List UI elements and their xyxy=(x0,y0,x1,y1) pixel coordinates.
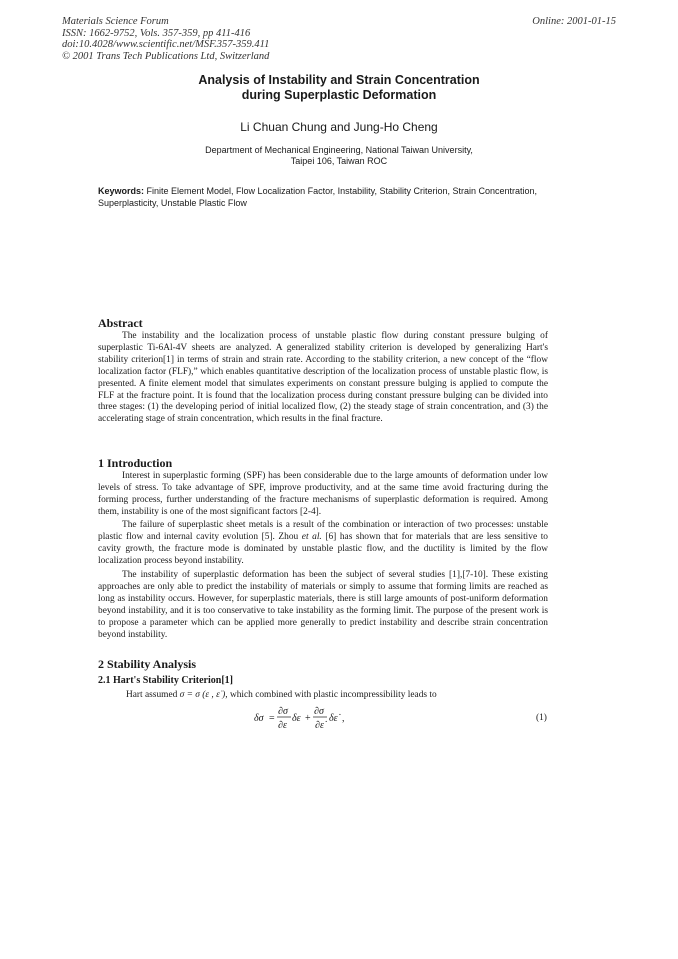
affiliation xyxy=(100,145,578,167)
svg-text:,: , xyxy=(342,713,345,724)
equation-1 xyxy=(254,704,374,737)
keywords-label: Keywords: xyxy=(98,186,145,196)
paper-title xyxy=(100,73,578,103)
svg-text:=: = xyxy=(269,713,275,724)
abstract-heading: Abstract xyxy=(98,316,143,330)
keywords xyxy=(98,186,568,209)
title-line-1: Analysis of Instability and Strain Concentration xyxy=(198,73,480,87)
journal-name: Materials Science Forum xyxy=(62,16,169,27)
intro-paragraph-3: The instability of superplastic deformation has been the subject of several studies [1],[7-10]. These existing approaches are only able to predict the instability of materials or simply to assume that forming limits are reached as long as instability occurs. However, for superplastic materials, there is still large amounts of post-uniform deformation beyond instability, and it is too conservative to take instability as the forming limit. The purpose of the present work is to propose a parameter which can be applied more generally to predict instability and describe strain concentration beyond instability. xyxy=(98,570,548,640)
doi-link[interactable]: doi:10.4028/www.scientific.net/MSF.357-359.411 xyxy=(62,39,270,50)
hart-text-end: which combined with plastic incompressibility leads to xyxy=(227,690,437,700)
hart-criterion-heading: 2.1 Hart's Stability Criterion[1] xyxy=(98,675,233,686)
author-list: Li Chuan Chung and Jung-Ho Cheng xyxy=(240,120,438,134)
et-al: et al. xyxy=(301,531,322,542)
affiliation-line-2: Taipei 106, Taiwan ROC xyxy=(290,156,388,166)
intro-paragraph-1: Interest in superplastic forming (SPF) has been considerable due to the large amounts of deformation under low levels of stress. To take advantage of SPF, improve productivity, and at the same time avoid fracturing during the forming process, further understanding of the fracture mechanisms of superplastic deformation is required. Among them, instability is one of the most significant factors [2-4]. xyxy=(98,471,548,517)
hart-assumption-symbol: σ = σ (ε , ε̇ ), xyxy=(179,690,228,700)
equation-number: (1) xyxy=(536,713,547,723)
affiliation-line-1: Department of Mechanical Engineering, National Taiwan University, xyxy=(205,145,473,155)
keywords-text: Finite Element Model, Flow Localization Factor, Instability, Stability Criterion, Strain Concentration, Superplasticity, Unstable Plastic Flow xyxy=(98,186,538,208)
online-date: Online: 2001-01-15 xyxy=(532,16,616,27)
svg-text:∂ε̇: ∂ε̇ xyxy=(315,720,324,731)
svg-text:∂σ: ∂σ xyxy=(278,706,288,717)
intro-paragraph-2 xyxy=(98,520,548,568)
issn-line: ISSN: 1662-9752, Vols. 357-359, pp 411-416 xyxy=(62,27,251,39)
svg-text:δε: δε xyxy=(292,713,301,724)
journal-metadata xyxy=(62,16,269,62)
hart-text-start: Hart assumed xyxy=(126,690,180,700)
abstract-text: The instability and the localization process of unstable plastic flow during constant pressure bulging of superplastic Ti-6Al-4V sheets are analyzed. A generalized stability criterion is developed by generalizing Hart's stability criterion[1] in terms of strain and strain rate. According to the stability criterion, a new concept of the “flow localization factor (FLF),” which enables quantitative description of the localization process of unstable plastic flow, is presented. A finite element model that simulates experiments on constant pressure bulging is applied to compute the FLF at the fracture point. It is found that the localization process during constant pressure bulging can be divided into three stages: (1) the developing period of initial localized flow, (2) the steady stage of strain concentration, and (3) the accelerating stage of strain concentration, which results in the final fracture. xyxy=(98,331,548,425)
intro-paragraph-2-start: The failure of superplastic sheet metals is a result of the combination or interaction of two processes: unstable plastic flow and internal cavity evolution [5]. Zhou xyxy=(98,520,548,542)
introduction-heading: 1 Introduction xyxy=(98,456,173,470)
copyright-line: © 2001 Trans Tech Publications Ltd, Switzerland xyxy=(62,50,270,62)
equation-1-graphic xyxy=(254,704,374,734)
title-line-2: during Superplastic Deformation xyxy=(241,88,437,102)
hart-sentence xyxy=(126,690,437,700)
svg-text:δε̇: δε̇ xyxy=(329,713,338,724)
stability-analysis-heading: 2 Stability Analysis xyxy=(98,657,197,671)
svg-text:+: + xyxy=(305,713,311,724)
svg-text:∂σ: ∂σ xyxy=(314,706,324,717)
svg-text:δσ: δσ xyxy=(254,713,264,724)
intro-paragraph-2-end: [6] has shown that for materials that are less sensitive to cavity growth, the fracture mode is dominated by unstable plastic flow, and the ductility is limited by the flow localization process beyond instability. xyxy=(98,531,548,566)
svg-text:∂ε: ∂ε xyxy=(278,720,287,731)
